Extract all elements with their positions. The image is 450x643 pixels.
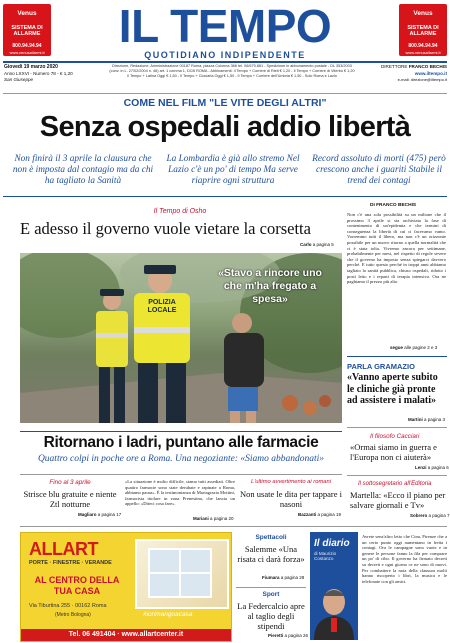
allart-tagline: PORTE · FINESTRE · VERANDE xyxy=(29,560,112,566)
spettacoli-headline[interactable]: Salemme «Una risata ci darà forza» xyxy=(237,544,305,564)
spettacoli-pageref xyxy=(262,575,304,580)
martella-page: a pagina 7 xyxy=(428,513,450,518)
fine-pageref xyxy=(78,512,121,517)
cacciari-page: a pagina 6 xyxy=(427,465,449,470)
fine-page: a pagina 17 xyxy=(97,512,122,517)
martella-kicker: Il sottosegretario all'Editoria xyxy=(358,481,432,487)
gramazio-headline[interactable]: «Vanno aperte subito le cliniche già pronte ad assistere i malati» xyxy=(347,372,438,406)
masthead-subtitle: QUOTIDIANO INDIPENDENTE xyxy=(144,50,306,60)
gramazio-author: Martini xyxy=(408,417,423,422)
lead-subhead-2: La Lombardia è già allo stremo Nel Lazio c'è un po' di tempo Ma serve riaprire ogni struttura xyxy=(166,154,300,186)
ad-phone: 800.94.94.94 xyxy=(408,43,438,49)
allart-brand: ALLART xyxy=(29,539,98,559)
director-name: FRANCO BECHIS xyxy=(408,64,447,69)
vest-text: POLIZIA LOCALE xyxy=(147,299,177,314)
director-info xyxy=(360,64,447,82)
director-label: DIRETTORE xyxy=(380,64,408,69)
spettacoli-author: Fiumara xyxy=(262,575,280,580)
osho-pageref xyxy=(300,242,334,247)
lead-subhead-3: Record assoluto di morti (475) però crescono anche i guariti Stabile il trend dei contagi xyxy=(312,154,446,186)
publisher-info xyxy=(108,64,356,79)
cacciari-author: Lenzi xyxy=(415,465,427,470)
allart-hashtag: #iorimangoacasa xyxy=(143,611,193,618)
diario-box xyxy=(310,532,358,640)
venus-logo: Venus xyxy=(413,10,433,17)
fine-kicker: Fino al 3 aprile xyxy=(49,479,91,486)
gramazio-kicker: PARLA GRAMAZIO xyxy=(347,362,415,371)
police-photo[interactable] xyxy=(20,253,342,423)
osho-author: Carlo xyxy=(300,242,312,247)
fine-author: Magliaro xyxy=(78,512,97,517)
ad-phone: 800.94.94.94 xyxy=(12,43,42,49)
ultimo-kicker: L'ultimo avvertimento ai romani xyxy=(250,479,332,485)
ultimo-pageref xyxy=(298,512,341,517)
sport-author: Pieretti xyxy=(268,633,284,638)
spettacoli-kicker: Spettacoli xyxy=(255,534,287,541)
editorial-page: alle pagine 2 e 3 xyxy=(404,345,438,350)
cacciari-pageref xyxy=(415,465,449,470)
email-link[interactable]: e-mail: direzione@iltempo.it xyxy=(397,77,447,82)
allart-phone[interactable]: Tel. 06 491404 · www.allartcenter.it xyxy=(21,629,231,641)
masthead-title: IL TEMPO xyxy=(118,0,332,52)
venus-logo: Venus xyxy=(17,10,37,17)
ad-url: www.venusallarmi.it xyxy=(405,50,441,55)
costanzo-portrait xyxy=(310,580,358,640)
gramazio-page: a pagina 3 xyxy=(424,417,446,422)
osho-kicker: Il Tempo di Osho xyxy=(153,208,207,215)
editorial-byline: DI FRANCO BECHIS xyxy=(370,203,417,208)
issue-date: Giovedì 19 marzo 2020 xyxy=(4,64,58,70)
allart-ad[interactable] xyxy=(20,532,232,642)
ad-venus-left[interactable] xyxy=(3,4,51,56)
issue-number: Anno LXXVI - Numero 78 - € 1,20 xyxy=(4,71,73,76)
publisher-line: (conv. in L. 27/02/2004 n. 46) art. 1 comma 1, DCB ROMA - Abbinamenti: Il Tempo + Corriere di Rieti € 1,20 - Il Tempo + Corriere di Viterbo € 1,20 xyxy=(109,69,355,73)
fine-headline[interactable]: Strisce blu gratuite e niente Ztl notturne xyxy=(23,489,117,509)
allart-address2: (Metro Bologna) xyxy=(55,612,91,618)
quote-column: «La situazione è molto difficile, siamo tutti assediati. Oltre quattro farmacie sono state derubate e rapinate a Roma, abbiamo paura». È la testimonianza di Mariagrazia Mottini, farmacista titolare in zona Prenestina, che lancia un appello: «Diteci cosa fare». xyxy=(125,479,235,507)
ultimo-headline[interactable]: Non usate le dita per tappare i nasoni xyxy=(240,489,342,509)
ad-url: www.venusallarmi.it xyxy=(9,50,45,55)
lead-kicker: COME NEL FILM "LE VITE DEGLI ALTRI" xyxy=(123,97,327,109)
ladri-subhead: Quattro colpi in poche ore a Roma. Una negoziante: «Siamo abbandonati» xyxy=(37,454,325,464)
sport-headline[interactable]: La Federcalcio apre al taglio degli stipendi xyxy=(237,601,305,631)
allart-window-photo xyxy=(135,539,229,609)
sport-page: a pagina 26 xyxy=(284,633,309,638)
allart-address: Via Tiburtina 255 · 00162 Roma xyxy=(29,603,107,609)
editorial-segue: segue xyxy=(390,345,404,350)
quote-page: a pagina 20 xyxy=(210,516,234,521)
diario-text: Avrete senz'altro letto che Cina, Pirenze che a un certo punto oggi aumentano in fretta i contagi. Ora le campagne sono vuote e in genere le persone fanno la fila per comprare un po' di cibo. Il governo ha firmato decreti su decreti e ogni giorno ce ne sono di nuovi. Per combattere la noia della clausura molti hanno riscoperto i libri, la musica e le telefonate con gli amici. xyxy=(362,534,447,584)
publisher-line: Direzione, Redazione, Amministrazione 00187 Roma, piazza Colonna 366 tel. 06/675.881 - Spedizione in abbonamento postale - DL 353/2003 xyxy=(112,64,352,68)
ultimo-author: Bazzanti xyxy=(298,512,317,517)
sport-pageref xyxy=(268,633,308,638)
sport-kicker: Sport xyxy=(262,591,280,598)
spettacoli-page: a pagina 28 xyxy=(280,575,305,580)
cacciari-headline[interactable]: «Ormai siamo in guerra e l'Europa non ci aiuterà» xyxy=(350,442,437,462)
website-link[interactable]: www.iltempo.it xyxy=(414,71,447,76)
martella-author: Sobrero xyxy=(410,513,428,518)
issue-info xyxy=(4,64,104,82)
martella-headline[interactable]: Martella: «Ecco il piano per salvare giornali e Tv» xyxy=(350,490,446,510)
allart-center-text: AL CENTRO DELLA TUA CASA xyxy=(34,575,120,596)
ultimo-page: a pagina 19 xyxy=(317,512,342,517)
lead-subhead-1: Non finirà il 3 aprile la clausura che non è imposta dal contagio ma da chi ha tagliato la Sanità xyxy=(12,154,154,186)
photo-quote: «Stavo a rincore uno che m'ha fregato a spesa» xyxy=(218,267,322,305)
cacciari-kicker: Il filosofo Cacciari xyxy=(370,433,420,440)
martella-pageref xyxy=(410,513,450,518)
ad-line: SISTEMA DI ALLARME xyxy=(407,25,439,37)
quote-author: Mariani xyxy=(193,516,209,521)
diario-title: Il diario xyxy=(314,538,350,549)
issue-saint: San Giuseppe xyxy=(4,77,34,82)
ad-line: SISTEMA DI ALLARME xyxy=(11,25,43,37)
lead-headline[interactable]: Senza ospedali addio libertà xyxy=(39,111,411,143)
osho-headline[interactable]: E adesso il governo vuole vietare la corsetta xyxy=(20,219,311,238)
quote-pageref xyxy=(193,516,234,521)
diario-byline: di Maurizio Costanzo xyxy=(314,551,337,561)
editorial-text: Non c'è una sola possibilità su un milione che il prossimo 3 aprile si sia archiviata la fase di contenimento di un'epidemia e che termini di conseguenza la libertà di cui ci facevamo vanto. Vorremmo tutti il libero, ma non c'è un orizzonte possibile per un nuovo ritorno a quella normalità che ci è stata tolta. Vivremo ancora per settimane, probabilmente per mesi, nel rispetto di regole severe che il governo ha imposto senza spiegarci davvero perché. E tutto questo perché in troppi anni abbiamo tagliato la sanità pubblica, chiuso ospedali, ridotto i posti letto e i reparti di terapia intensiva. Ora ne paghiamo il prezzo più alto. xyxy=(347,212,446,285)
osho-page: a pagina 5 xyxy=(312,242,334,247)
publisher-line: Il Tempo + Latina Oggi € 1,50 - Il Tempo + Ciociaria Oggi € 1,50 - Il Tempo + Corriere dell'Umbria € 1,50 - Solo Roma e Lazio xyxy=(127,74,337,78)
window-icon xyxy=(137,541,223,603)
ad-venus-right[interactable] xyxy=(399,4,447,56)
gramazio-pageref xyxy=(408,417,445,422)
editorial-pageref xyxy=(390,345,437,350)
ladri-headline[interactable]: Ritornano i ladri, puntano alle farmacie xyxy=(43,434,319,451)
